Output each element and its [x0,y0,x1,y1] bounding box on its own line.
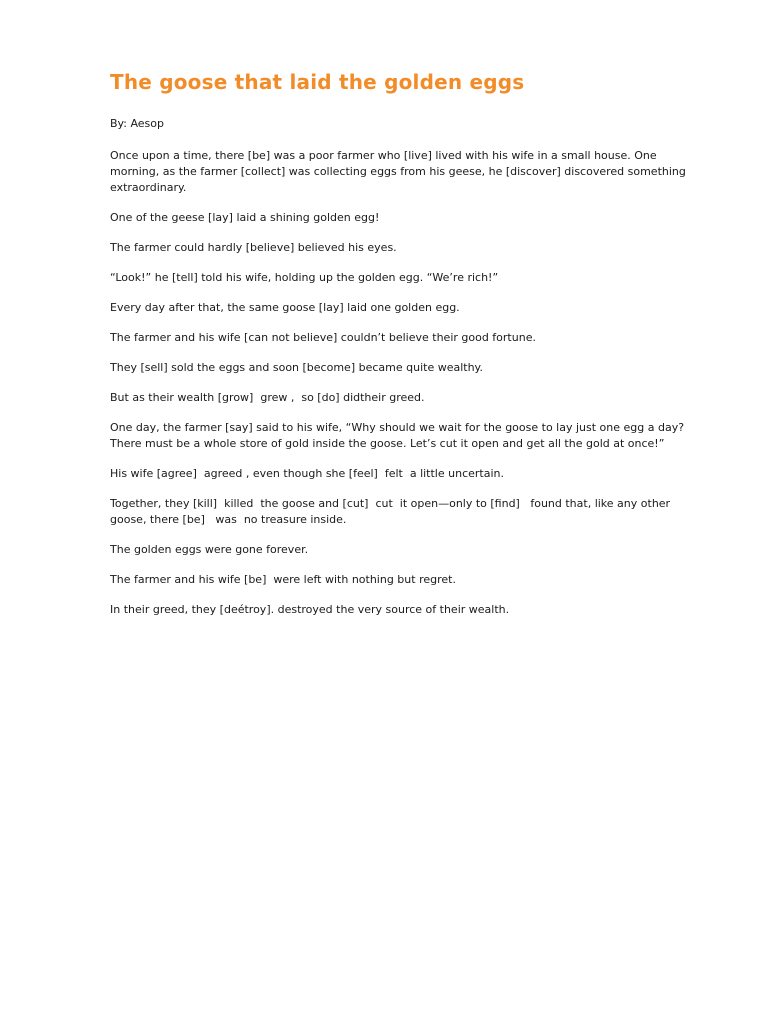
paragraph-6: The farmer and his wife [can not believe] couldn’t believe their good fortune. [110,331,536,344]
paragraph-11: Together, they [kill] killed the goose and [cut] cut it open—only to [find] found that, like any other goose, there [be] was no treasure inside. [110,497,674,526]
paragraph-5: Every day after that, the same goose [lay] laid one golden egg. [110,301,460,314]
paragraph-2: One of the geese [lay] laid a shining golden egg! [110,211,380,224]
paragraph-8: But as their wealth [grow] grew , so [do] didtheir greed. [110,391,425,404]
author-byline: By: Aesop [110,117,165,130]
paragraph-12: The golden eggs were gone forever. [110,543,309,556]
paragraph-7: They [sell] sold the eggs and soon [become] became quite wealthy. [110,361,483,374]
paragraph-1: Once upon a time, there [be] was a poor farmer who [live] lived with his wife in a small house. One morning, as the farmer [collect] was collecting eggs from his geese, he [discover] discovered something extraordinary. [110,149,690,194]
paragraph-10: His wife [agree] agreed , even though she [feel] felt a little uncertain. [110,467,504,480]
paragraph-9: One day, the farmer [say] said to his wife, “Why should we wait for the goose to lay just one egg a day? There must be a whole store of gold inside the goose. Let’s cut it open and get all the gold at once!” [110,421,688,450]
paragraph-14: In their greed, they [deétroy]. destroyed the very source of their wealth. [110,603,510,616]
paragraph-4: “Look!” he [tell] told his wife, holding up the golden egg. “We’re rich!” [110,271,499,284]
story-title: The goose that laid the golden eggs [110,70,525,94]
paragraph-13: The farmer and his wife [be] were left with nothing but regret. [110,573,456,586]
document-body [110,70,700,632]
paragraph-3: The farmer could hardly [believe] believed his eyes. [110,241,397,254]
